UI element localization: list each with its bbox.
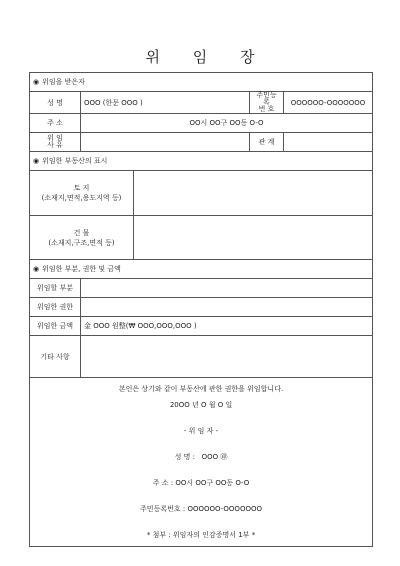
- section-title: 위임한 부동산의 표시: [42, 157, 108, 165]
- delegation-form: [29, 72, 373, 547]
- title-char: 임: [192, 48, 208, 66]
- agent-relation-field[interactable]: [284, 133, 373, 152]
- delegator-rrn-value[interactable]: OOOOOO-OOOOOOO: [187, 505, 262, 513]
- title-char: 장: [240, 48, 255, 66]
- declaration-block: [30, 378, 373, 547]
- delegator-rrn-label: 주민등록번호 :: [140, 505, 186, 513]
- delegator-address-line: [33, 478, 369, 488]
- agent-reason-label: 위 임 사 유: [30, 133, 81, 152]
- delegator-address-value[interactable]: OO시 OO구 OO동 O-O: [175, 479, 250, 487]
- agent-reason-field[interactable]: [81, 133, 250, 152]
- bullet-icon: ◉: [33, 157, 40, 165]
- agent-rrn-label: 주민등록 번 호: [250, 92, 284, 114]
- amount-field[interactable]: 金 OOO 원整(₩ OOO,OOO,OOO ): [81, 317, 373, 336]
- land-field[interactable]: [134, 171, 373, 216]
- agent-section-header: [30, 73, 373, 92]
- building-label: 건 물 (소재지,구조,면적 등): [30, 216, 134, 260]
- delegator-rrn-line: [33, 504, 369, 514]
- declaration-date: 20OO 년 O 월 O 일: [169, 401, 233, 409]
- delegator-name-line: [33, 452, 369, 462]
- document-title: [0, 46, 400, 67]
- title-char: 위: [145, 48, 160, 66]
- authority-label: 위임한 권한: [30, 298, 81, 317]
- agent-relation-label: 관 계: [250, 133, 284, 152]
- authority-field[interactable]: [81, 298, 373, 317]
- delegator-address-label: 주 소 :: [152, 479, 174, 487]
- attachment-note: * 첨부 : 위임자의 인감증명서 1부 *: [146, 531, 256, 539]
- agent-rrn-field[interactable]: OOOOOO-OOOOOOO: [284, 92, 373, 114]
- bullet-icon: ◉: [33, 265, 40, 273]
- agent-address-label: 주 소: [30, 114, 81, 133]
- bullet-icon: ◉: [33, 78, 40, 86]
- delegator-name-label: 성 명 :: [174, 453, 195, 461]
- scope-section-header: [30, 260, 373, 279]
- agent-name-field[interactable]: OOO (한문 OOO ): [81, 92, 250, 114]
- section-title: 위임한 부분, 권한 및 금액: [42, 265, 121, 273]
- amount-label: 위임한 금액: [30, 317, 81, 336]
- other-field[interactable]: [81, 336, 373, 378]
- property-section-header: [30, 152, 373, 171]
- building-field[interactable]: [134, 216, 373, 260]
- declaration-statement: 본인은 상기와 같이 부동산에 관한 권한을 위임합니다.: [118, 385, 284, 393]
- delegator-heading: - 위 임 자 -: [183, 427, 219, 435]
- delegator-name-value[interactable]: OOO ㊞: [201, 453, 228, 461]
- other-label: 기타 사항: [30, 336, 81, 378]
- agent-address-field[interactable]: OO시 OO구 OO동 O-O: [81, 114, 373, 133]
- part-field[interactable]: [81, 279, 373, 298]
- part-label: 위임할 부분: [30, 279, 81, 298]
- section-title: 위임을 받은자: [42, 78, 85, 86]
- agent-name-label: 성 명: [30, 92, 81, 114]
- land-label: 토 지 (소재지,면적,용도지역 등): [30, 171, 134, 216]
